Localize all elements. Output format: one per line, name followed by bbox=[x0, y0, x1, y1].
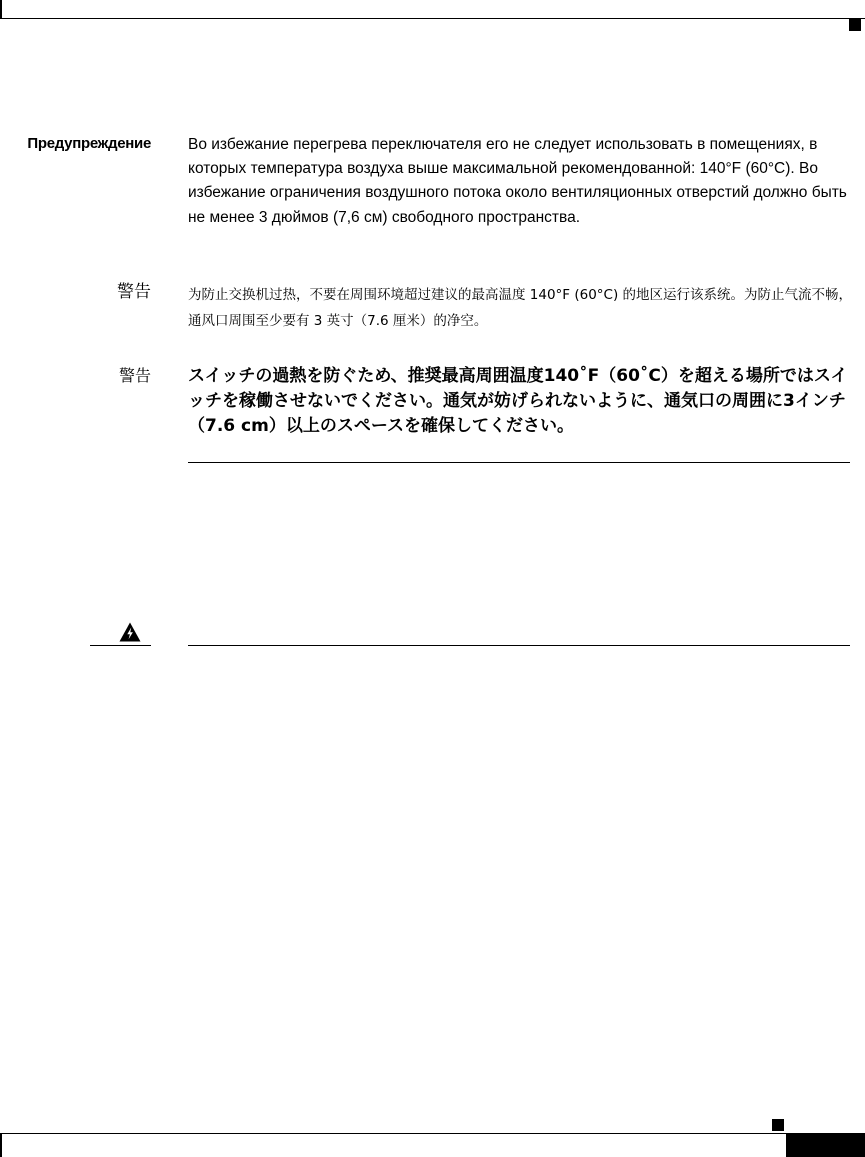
warning-label-chinese: 警告 bbox=[117, 282, 151, 301]
footer-left-tick bbox=[0, 1133, 2, 1157]
footer-rule bbox=[0, 1133, 865, 1134]
warning-text-russian: Во избежание перегрева переключателя его не следует использовать в помещениях, в которых температура воздуха выше максимальной рекомендованной: 140°F (60°C). Во избежание ограничения воздушного потока около вентиляционных отверстий должно быть не менее 3 дюймов (7,6 см) свободного пространства. bbox=[188, 136, 847, 226]
warning-lightning-icon bbox=[119, 622, 141, 642]
warning-text-japanese: スイッチの過熱を防ぐため、推奨最高周囲温度140˚F（60˚C）を超える場所ではスイッチを稼働させないでください。通気が妨げられないように、通気口の周囲に3インチ（7.6 cm）以上のスペースを確保してください。 bbox=[188, 366, 848, 436]
section-divider bbox=[188, 462, 850, 463]
warning-label-russian: Предупреждение bbox=[27, 135, 151, 152]
page-number-tab bbox=[786, 1134, 865, 1157]
header-corner-mark bbox=[849, 19, 861, 31]
header-rule bbox=[0, 18, 865, 19]
warning-rule-short bbox=[90, 645, 151, 646]
header-left-tick bbox=[0, 0, 2, 19]
warning-rule-long bbox=[188, 645, 850, 646]
footer-corner-mark bbox=[772, 1119, 784, 1131]
warning-text-chinese: 为防止交换机过热，不要在周围环境超过建议的最高温度 140°F (60°C) 的地区运行该系统。为防止气流不畅，通风口周围至少要有 3 英寸（7.6 厘米）的净空。 bbox=[188, 287, 853, 329]
warning-label-japanese: 警告 bbox=[118, 368, 151, 385]
